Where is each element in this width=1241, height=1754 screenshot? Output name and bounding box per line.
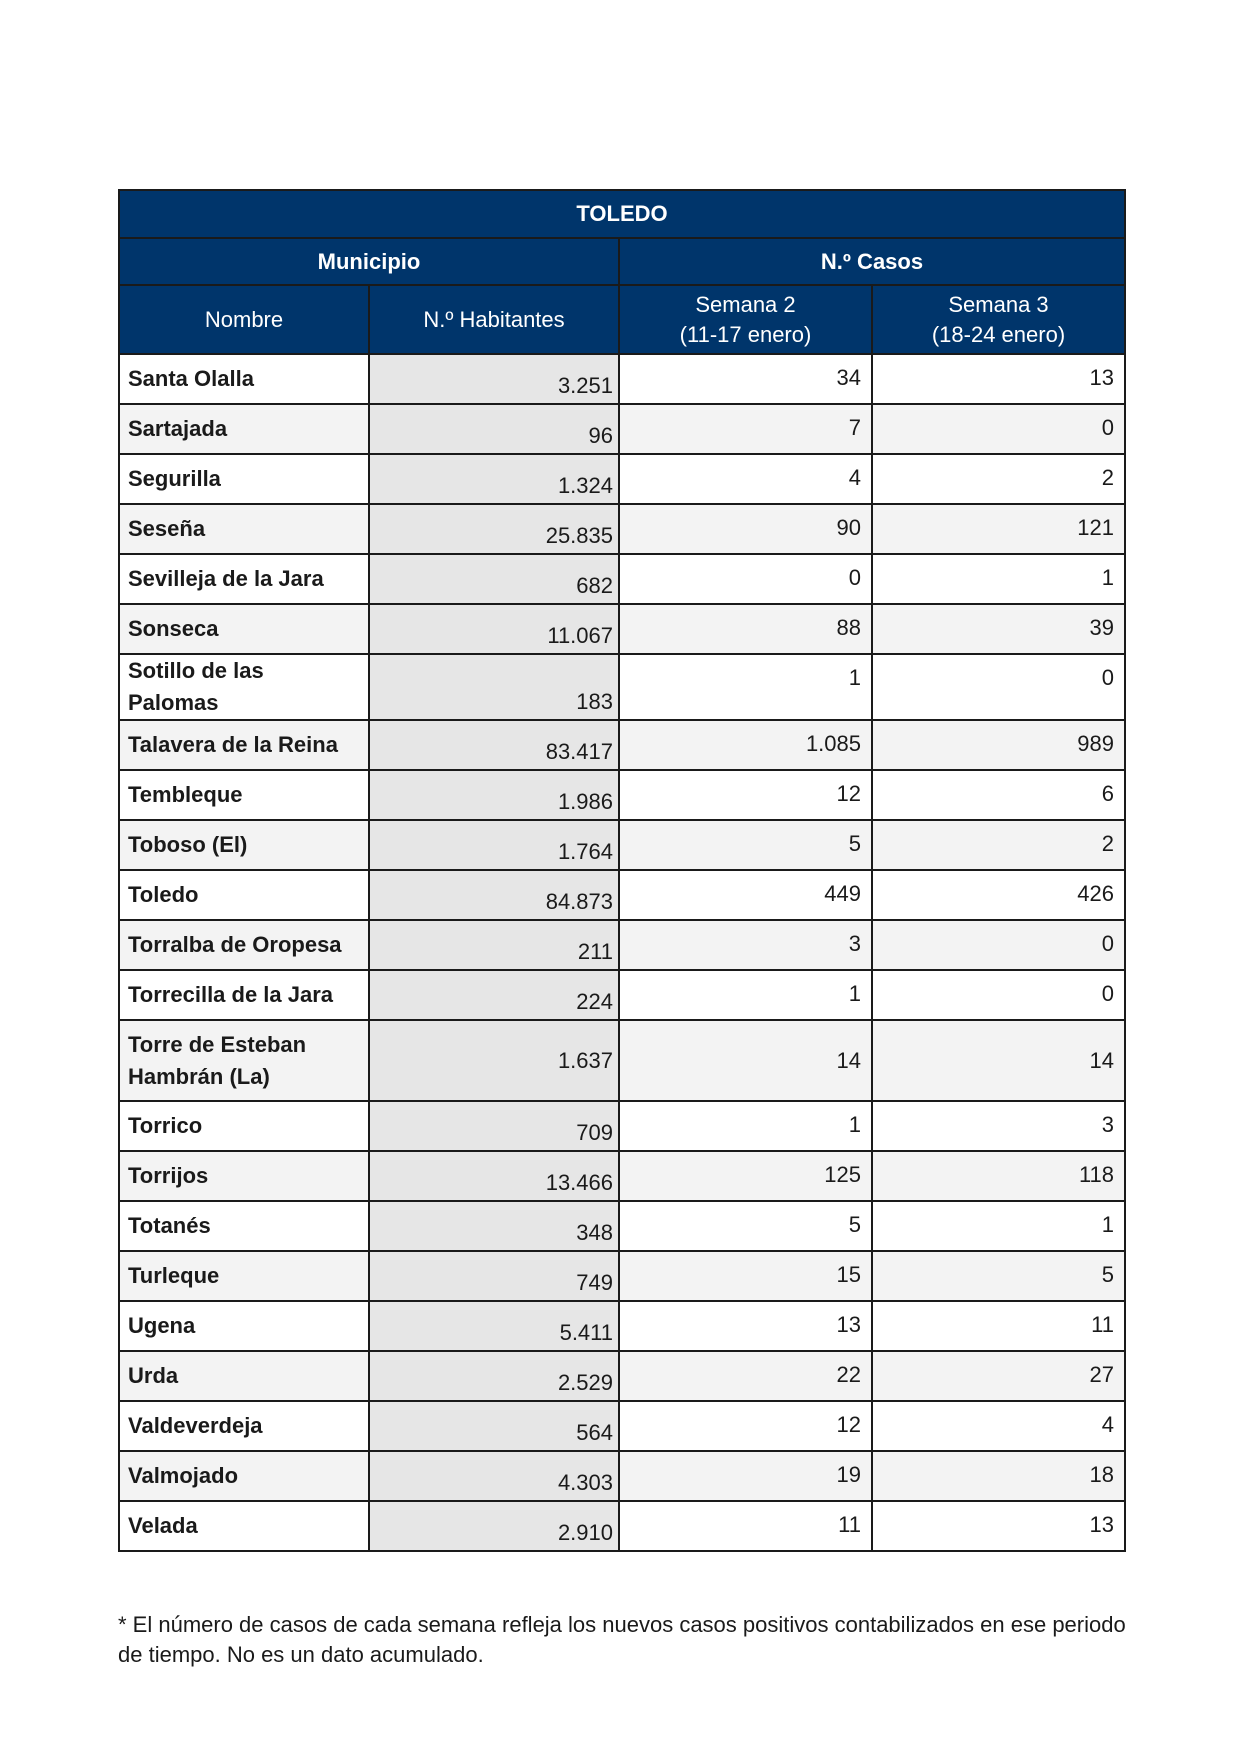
semana3-cases-cell: 0: [872, 404, 1125, 454]
semana2-cases-cell: 34: [619, 354, 872, 404]
semana3-cases-cell: 13: [872, 354, 1125, 404]
semana3-cases-cell: 4: [872, 1401, 1125, 1451]
semana2-cases-cell: 4: [619, 454, 872, 504]
municipio-name-cell: Ugena: [119, 1301, 369, 1351]
table-row: [119, 1301, 1125, 1351]
semana2-cases-cell: 19: [619, 1451, 872, 1501]
semana2-cases-cell: 0: [619, 554, 872, 604]
habitantes-cell: 348: [369, 1201, 619, 1251]
table-row: [119, 1151, 1125, 1201]
semana3-cases-cell: 5: [872, 1251, 1125, 1301]
municipio-name-cell: Sotillo de las Palomas: [119, 654, 369, 720]
habitantes-cell: 1.764: [369, 820, 619, 870]
municipio-name-cell: Talavera de la Reina: [119, 720, 369, 770]
col-semana2-header: Semana 2 (11-17 enero): [619, 285, 872, 354]
table-row: [119, 1201, 1125, 1251]
semana2-cases-cell: 1.085: [619, 720, 872, 770]
table-row: [119, 654, 1125, 720]
semana2-cases-cell: 22: [619, 1351, 872, 1401]
col-habitantes-header: N.º Habitantes: [369, 285, 619, 354]
municipio-name-cell: Toledo: [119, 870, 369, 920]
habitantes-cell: 709: [369, 1101, 619, 1151]
semana3-cases-cell: 1: [872, 554, 1125, 604]
semana2-cases-cell: 90: [619, 504, 872, 554]
table-row: [119, 1251, 1125, 1301]
municipio-name-cell: Sartajada: [119, 404, 369, 454]
table-row: [119, 970, 1125, 1020]
semana3-cases-cell: 0: [872, 654, 1125, 720]
col-semana3-header: Semana 3 (18-24 enero): [872, 285, 1125, 354]
semana2-cases-cell: 14: [619, 1020, 872, 1101]
table-row: [119, 1401, 1125, 1451]
semana2-cases-cell: 12: [619, 1401, 872, 1451]
habitantes-cell: 682: [369, 554, 619, 604]
table-row: [119, 1020, 1125, 1101]
habitantes-cell: 13.466: [369, 1151, 619, 1201]
municipio-name-cell: Valmojado: [119, 1451, 369, 1501]
municipio-name-cell: Torrijos: [119, 1151, 369, 1201]
semana2-cases-cell: 5: [619, 820, 872, 870]
semana2-cases-cell: 11: [619, 1501, 872, 1551]
semana3-cases-cell: 1: [872, 1201, 1125, 1251]
municipio-name-cell: Santa Olalla: [119, 354, 369, 404]
habitantes-cell: 183: [369, 654, 619, 720]
municipio-name-cell: Torralba de Oropesa: [119, 920, 369, 970]
table-row: [119, 920, 1125, 970]
municipio-name-cell: Tembleque: [119, 770, 369, 820]
municipio-name-cell: Segurilla: [119, 454, 369, 504]
semana2-cases-cell: 7: [619, 404, 872, 454]
habitantes-cell: 11.067: [369, 604, 619, 654]
municipio-name-cell: Totanés: [119, 1201, 369, 1251]
table-body: [119, 354, 1125, 1551]
semana3-cases-cell: 426: [872, 870, 1125, 920]
cases-table: [118, 189, 1126, 1552]
semana3-cases-cell: 13: [872, 1501, 1125, 1551]
habitantes-cell: 2.529: [369, 1351, 619, 1401]
semana3-cases-cell: 3: [872, 1101, 1125, 1151]
group-casos-header: N.º Casos: [619, 238, 1125, 285]
municipio-name-cell: Velada: [119, 1501, 369, 1551]
semana3-cases-cell: 0: [872, 970, 1125, 1020]
habitantes-cell: 83.417: [369, 720, 619, 770]
semana2-cases-cell: 125: [619, 1151, 872, 1201]
municipio-name-cell: Torre de Esteban Hambrán (La): [119, 1020, 369, 1101]
table-row: [119, 820, 1125, 870]
table-row: [119, 870, 1125, 920]
habitantes-cell: 25.835: [369, 504, 619, 554]
table-row: [119, 720, 1125, 770]
semana3-cases-cell: 14: [872, 1020, 1125, 1101]
habitantes-cell: 211: [369, 920, 619, 970]
habitantes-cell: 4.303: [369, 1451, 619, 1501]
semana3-cases-cell: 0: [872, 920, 1125, 970]
table-row: [119, 1351, 1125, 1401]
habitantes-cell: 84.873: [369, 870, 619, 920]
habitantes-cell: 749: [369, 1251, 619, 1301]
semana2-cases-cell: 449: [619, 870, 872, 920]
municipio-name-cell: Torrico: [119, 1101, 369, 1151]
semana2-cases-cell: 1: [619, 1101, 872, 1151]
semana3-cases-cell: 11: [872, 1301, 1125, 1351]
semana3-cases-cell: 18: [872, 1451, 1125, 1501]
semana2-cases-cell: 15: [619, 1251, 872, 1301]
group-municipio-header: Municipio: [119, 238, 619, 285]
semana3-cases-cell: 2: [872, 820, 1125, 870]
semana3-cases-cell: 39: [872, 604, 1125, 654]
habitantes-cell: 3.251: [369, 354, 619, 404]
semana2-cases-cell: 3: [619, 920, 872, 970]
semana3-cases-cell: 6: [872, 770, 1125, 820]
habitantes-cell: 1.637: [369, 1020, 619, 1101]
table-row: [119, 1451, 1125, 1501]
semana3-cases-cell: 989: [872, 720, 1125, 770]
semana2-cases-cell: 12: [619, 770, 872, 820]
semana3-cases-cell: 27: [872, 1351, 1125, 1401]
municipio-name-cell: Urda: [119, 1351, 369, 1401]
table-row: [119, 1101, 1125, 1151]
table-row: [119, 554, 1125, 604]
footnote: * El número de casos de cada semana refleja los nuevos casos positivos contabilizados en ese periodo de tiempo. No es un dato acumulado.: [118, 1612, 1126, 1667]
municipio-name-cell: Torrecilla de la Jara: [119, 970, 369, 1020]
habitantes-cell: 1.986: [369, 770, 619, 820]
semana3-cases-cell: 121: [872, 504, 1125, 554]
table-row: [119, 404, 1125, 454]
semana2-cases-cell: 5: [619, 1201, 872, 1251]
habitantes-cell: 5.411: [369, 1301, 619, 1351]
table-row: [119, 1501, 1125, 1551]
municipio-name-cell: Toboso (El): [119, 820, 369, 870]
col-nombre-header: Nombre: [119, 285, 369, 354]
table-row: [119, 354, 1125, 404]
habitantes-cell: 2.910: [369, 1501, 619, 1551]
habitantes-cell: 96: [369, 404, 619, 454]
habitantes-cell: 224: [369, 970, 619, 1020]
municipio-name-cell: Sevilleja de la Jara: [119, 554, 369, 604]
table-row: [119, 604, 1125, 654]
semana3-cases-cell: 118: [872, 1151, 1125, 1201]
habitantes-cell: 1.324: [369, 454, 619, 504]
municipio-name-cell: Turleque: [119, 1251, 369, 1301]
table-row: [119, 770, 1125, 820]
municipio-name-cell: Valdeverdeja: [119, 1401, 369, 1451]
table-title: TOLEDO: [119, 190, 1125, 238]
semana2-cases-cell: 1: [619, 970, 872, 1020]
table-row: [119, 454, 1125, 504]
semana2-cases-cell: 13: [619, 1301, 872, 1351]
table-row: [119, 504, 1125, 554]
semana2-cases-cell: 88: [619, 604, 872, 654]
municipio-name-cell: Sonseca: [119, 604, 369, 654]
semana3-cases-cell: 2: [872, 454, 1125, 504]
municipio-name-cell: Seseña: [119, 504, 369, 554]
semana2-cases-cell: 1: [619, 654, 872, 720]
habitantes-cell: 564: [369, 1401, 619, 1451]
